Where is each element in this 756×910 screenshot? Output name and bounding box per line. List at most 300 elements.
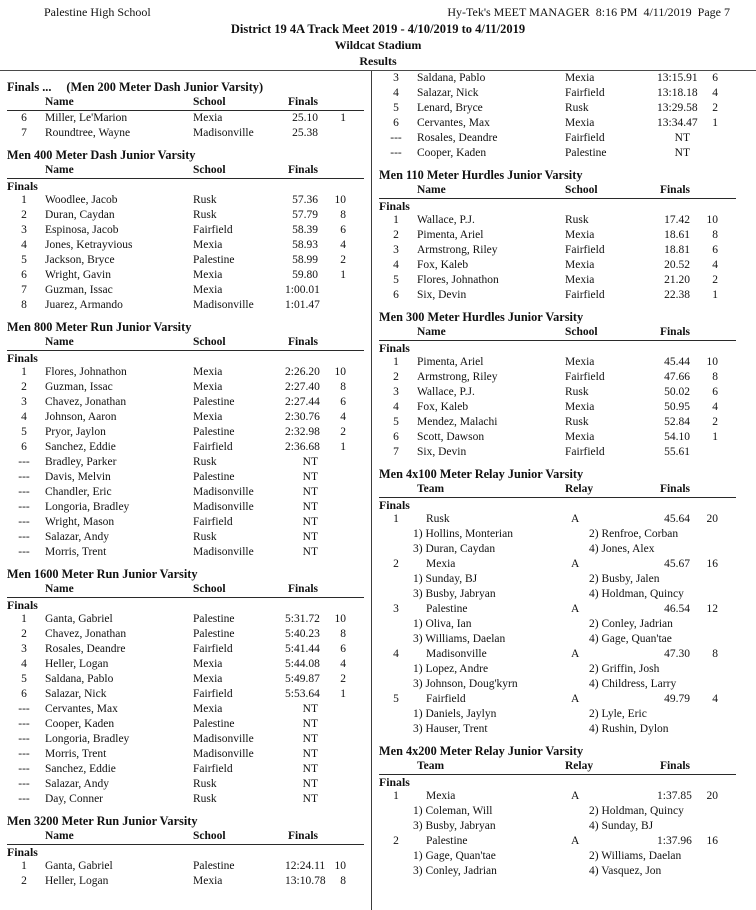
result-cell: 22.38 <box>664 289 690 301</box>
relay-runner: 2) Busby, Jalen <box>589 573 660 585</box>
result-row <box>7 702 368 717</box>
result-cell: 12:24.11 <box>285 860 326 872</box>
result-cell: 46.54 <box>664 603 690 615</box>
relay-letter-cell: A <box>571 513 580 525</box>
points-cell: 1 <box>340 441 346 453</box>
place-cell: 1 <box>21 613 27 625</box>
place-cell: 5 <box>21 426 27 438</box>
result-row <box>7 208 368 223</box>
result-row <box>7 530 368 545</box>
event-heading <box>379 310 752 325</box>
name-cell: Bradley, Parker <box>45 456 117 468</box>
column-header-name: Team <box>417 483 445 495</box>
points-cell <box>318 530 346 545</box>
result-cell: NT <box>302 718 318 730</box>
column-header-finals: Finals <box>287 830 318 842</box>
place-cell: 3 <box>393 386 399 398</box>
relay-runners-row <box>379 572 752 587</box>
points-cell: 10 <box>334 366 346 378</box>
points-cell <box>318 298 346 313</box>
points-cell <box>690 131 718 146</box>
name-cell: Mendez, Malachi <box>417 416 498 428</box>
points-cell: 10 <box>334 194 346 206</box>
result-cell: 21.20 <box>664 274 690 286</box>
points-cell: 4 <box>712 259 718 271</box>
name-cell: Davis, Melvin <box>45 471 111 483</box>
points-cell: 1 <box>712 431 718 443</box>
points-cell: 6 <box>712 386 718 398</box>
column-header-name: Name <box>45 164 74 176</box>
column-header-name: Name <box>45 583 74 595</box>
result-row <box>379 86 752 101</box>
relay-letter-cell: A <box>571 558 580 570</box>
relay-runner: 2) Lyle, Eric <box>589 708 647 720</box>
result-cell: NT <box>302 471 318 483</box>
result-row <box>7 440 368 455</box>
place-cell: 3 <box>393 244 399 256</box>
result-cell: 57.36 <box>292 194 318 206</box>
name-cell: Duran, Caydan <box>45 209 115 221</box>
school-cell: Rusk <box>193 793 217 805</box>
school-cell: Palestine <box>193 860 235 872</box>
finals-continuation-label: Finals ... <box>7 80 52 94</box>
event-section <box>7 320 368 560</box>
result-cell: 2:32.98 <box>285 426 320 438</box>
school-cell: Rusk <box>565 386 589 398</box>
result-row <box>379 445 752 460</box>
name-cell: Rosales, Deandre <box>45 643 126 655</box>
result-cell: NT <box>302 546 318 558</box>
result-cell: 5:41.44 <box>285 643 320 655</box>
result-cell: 55.61 <box>664 446 690 458</box>
school-cell: Mexia <box>193 411 223 423</box>
result-cell: 25.38 <box>292 127 318 139</box>
school-cell: Mexia <box>565 72 595 84</box>
place-cell: 4 <box>393 401 399 413</box>
place-cell: 8 <box>21 299 27 311</box>
name-cell: Lenard, Bryce <box>417 102 483 114</box>
place-cell: --- <box>18 718 30 730</box>
event-section <box>7 80 368 141</box>
name-cell: Fairfield <box>426 693 466 705</box>
points-cell: 2 <box>340 254 346 266</box>
event-title: (Men 200 Meter Dash Junior Varsity) <box>66 80 264 94</box>
result-row <box>7 732 368 747</box>
result-cell: 1:37.96 <box>657 835 692 847</box>
runner-indent-spacer <box>379 542 413 557</box>
school-cell: Mexia <box>565 356 595 368</box>
points-cell: 8 <box>712 371 718 383</box>
place-cell: 1 <box>21 194 27 206</box>
relay-runner: 1) Gage, Quan'tae <box>413 850 496 862</box>
column-header-school: School <box>193 164 226 176</box>
name-cell: Longoria, Bradley <box>45 733 130 745</box>
place-cell: 1 <box>393 790 399 802</box>
name-cell: Cervantes, Max <box>45 703 118 715</box>
meet-manager-info: Hy-Tek's MEET MANAGER 8:16 PM 4/11/2019 Page 7 <box>447 5 730 19</box>
result-row <box>7 268 368 283</box>
place-cell: 2 <box>21 209 27 221</box>
school-cell: Palestine <box>193 254 235 266</box>
name-cell: Heller, Logan <box>45 875 109 887</box>
name-cell: Wright, Mason <box>45 516 115 528</box>
column-header-name: Name <box>417 326 446 338</box>
relay-runner: 4) Holdman, Quincy <box>589 588 684 600</box>
name-cell: Palestine <box>426 835 468 847</box>
school-cell: Fairfield <box>565 132 605 144</box>
place-header-spacer <box>7 829 41 844</box>
name-cell: Rusk <box>426 513 450 525</box>
points-cell <box>318 732 346 747</box>
column-header-name: Team <box>417 760 445 772</box>
school-cell: Madisonville <box>193 501 254 513</box>
result-row <box>7 485 368 500</box>
school-cell: Mexia <box>193 875 223 887</box>
place-cell: --- <box>18 456 30 468</box>
place-header-spacer <box>7 163 41 178</box>
result-row <box>7 874 368 889</box>
result-cell: NT <box>302 793 318 805</box>
runner-indent-spacer <box>379 572 413 587</box>
school-cell: Rusk <box>193 194 217 206</box>
result-cell: 49.79 <box>664 693 690 705</box>
name-cell: Morris, Trent <box>45 546 107 558</box>
place-cell: 4 <box>21 658 27 670</box>
school-cell: Mexia <box>565 229 595 241</box>
relay-runner: 4) Jones, Alex <box>589 543 655 555</box>
name-cell: Sanchez, Eddie <box>45 763 116 775</box>
points-cell: 6 <box>712 244 718 256</box>
result-row <box>7 657 368 672</box>
name-cell: Chandler, Eric <box>45 486 112 498</box>
result-row <box>379 228 752 243</box>
relay-runner: 2) Williams, Daelan <box>589 850 682 862</box>
column-header-finals: Finals <box>287 336 318 348</box>
results-column-left <box>0 71 371 910</box>
result-row <box>7 627 368 642</box>
result-cell: 18.81 <box>664 244 690 256</box>
relay-runner: 1) Coleman, Will <box>413 805 493 817</box>
school-cell: Mexia <box>193 366 223 378</box>
result-cell: 1:37.85 <box>657 790 692 802</box>
page-top-line <box>0 0 756 19</box>
result-cell: 18.61 <box>664 229 690 241</box>
result-row <box>7 747 368 762</box>
points-cell: 20 <box>706 513 718 525</box>
points-cell: 4 <box>340 239 346 251</box>
result-cell: 1:00.01 <box>285 284 320 296</box>
school-cell: Madisonville <box>193 733 254 745</box>
result-row <box>7 500 368 515</box>
result-cell: 5:49.87 <box>285 673 320 685</box>
relay-runners-row <box>379 722 752 737</box>
result-row <box>7 253 368 268</box>
name-cell: Sanchez, Eddie <box>45 441 116 453</box>
points-cell: 4 <box>712 693 718 705</box>
event-heading <box>7 148 368 163</box>
points-cell: 1 <box>340 688 346 700</box>
school-cell: Rusk <box>193 209 217 221</box>
place-header-spacer <box>379 183 413 198</box>
place-cell: 2 <box>21 875 27 887</box>
points-header-spacer <box>318 95 346 110</box>
runner-indent-spacer <box>379 722 413 737</box>
points-cell: 16 <box>706 558 718 570</box>
result-cell: NT <box>302 501 318 513</box>
result-cell: 13:29.58 <box>657 102 698 114</box>
runner-indent-spacer <box>379 819 413 834</box>
place-cell: --- <box>18 703 30 715</box>
results-column-right <box>372 71 756 910</box>
name-cell: Jackson, Bryce <box>45 254 115 266</box>
name-cell: Espinosa, Jacob <box>45 224 119 236</box>
points-header-spacer <box>318 163 346 178</box>
relay-letter-cell: A <box>571 603 580 615</box>
school-cell: Fairfield <box>193 643 233 655</box>
name-cell: Chavez, Jonathan <box>45 628 127 640</box>
school-cell: Madisonville <box>193 546 254 558</box>
column-header-finals: Finals <box>659 184 690 196</box>
result-cell: 58.39 <box>292 224 318 236</box>
points-cell: 4 <box>712 401 718 413</box>
result-row <box>379 213 752 228</box>
name-cell: Armstrong, Riley <box>417 244 498 256</box>
points-cell: 1 <box>712 289 718 301</box>
event-heading <box>7 567 368 582</box>
relay-runners-row <box>379 804 752 819</box>
event-title: Men 1600 Meter Run Junior Varsity <box>7 567 198 581</box>
points-cell <box>318 717 346 732</box>
result-row <box>7 672 368 687</box>
relay-runners-row <box>379 864 752 879</box>
result-cell: 2:27.40 <box>285 381 320 393</box>
name-cell: Cooper, Kaden <box>417 147 487 159</box>
venue-name: Wildcat Stadium <box>334 38 422 52</box>
relay-runner: 3) Busby, Jabryan <box>413 820 496 832</box>
relay-letter-cell: A <box>571 693 580 705</box>
result-cell: 20.52 <box>664 259 690 271</box>
column-header-finals: Finals <box>287 164 318 176</box>
column-header-school: School <box>565 184 598 196</box>
table-header-row <box>7 335 364 351</box>
result-cell: 5:53.64 <box>285 688 320 700</box>
result-row <box>379 288 752 303</box>
name-cell: Longoria, Bradley <box>45 501 130 513</box>
result-row <box>7 455 368 470</box>
place-cell: 3 <box>393 603 399 615</box>
relay-runner: 3) Hauser, Trent <box>413 723 488 735</box>
points-cell <box>318 702 346 717</box>
relay-runners-row <box>379 617 752 632</box>
result-row <box>379 243 752 258</box>
name-cell: Fox, Kaleb <box>417 401 469 413</box>
name-cell: Heller, Logan <box>45 658 109 670</box>
place-header-spacer <box>7 582 41 597</box>
results-columns <box>0 71 756 910</box>
school-cell: Fairfield <box>193 763 233 775</box>
place-cell: 6 <box>21 269 27 281</box>
points-cell: 2 <box>712 416 718 428</box>
runner-indent-spacer <box>379 864 413 879</box>
school-cell: Madisonville <box>193 127 254 139</box>
result-cell: 50.02 <box>664 386 690 398</box>
school-cell: Palestine <box>193 396 235 408</box>
place-cell: 5 <box>21 254 27 266</box>
points-cell: 1 <box>340 269 346 281</box>
result-cell: 5:44.08 <box>285 658 320 670</box>
points-cell: 8 <box>340 628 346 640</box>
school-cell: Mexia <box>193 381 223 393</box>
relay-runner: 3) Johnson, Doug'kyrn <box>413 678 518 690</box>
finals-round-label: Finals <box>7 351 38 365</box>
place-cell: 2 <box>21 628 27 640</box>
result-row <box>7 717 368 732</box>
host-school-name: Palestine High School <box>44 5 151 19</box>
column-header-name: Name <box>45 96 74 108</box>
school-cell: Fairfield <box>193 516 233 528</box>
points-cell: 16 <box>706 835 718 847</box>
result-row <box>7 777 368 792</box>
runner-indent-spacer <box>379 677 413 692</box>
event-heading <box>379 467 752 482</box>
school-cell: Mexia <box>565 274 595 286</box>
points-cell: 6 <box>340 224 346 236</box>
result-cell: NT <box>302 531 318 543</box>
result-cell: NT <box>302 486 318 498</box>
relay-runners-row <box>379 707 752 722</box>
school-cell: Mexia <box>193 658 223 670</box>
relay-runners-row <box>379 662 752 677</box>
result-row <box>379 557 752 572</box>
relay-runner: 4) Rushin, Dylon <box>589 723 669 735</box>
points-cell: 10 <box>706 214 718 226</box>
result-row <box>379 355 752 370</box>
name-cell: Cooper, Kaden <box>45 718 115 730</box>
relay-runner: 3) Conley, Jadrian <box>413 865 497 877</box>
column-header-name: Name <box>417 184 446 196</box>
result-cell: 5:40.23 <box>285 628 320 640</box>
finals-round-label: Finals <box>379 498 410 512</box>
points-cell: 6 <box>712 72 718 84</box>
finals-round-label: Finals <box>7 845 38 859</box>
place-cell: 4 <box>21 411 27 423</box>
place-cell: 5 <box>393 274 399 286</box>
result-cell: 58.93 <box>292 239 318 251</box>
points-cell: 8 <box>340 875 346 887</box>
place-cell: --- <box>18 763 30 775</box>
place-cell: --- <box>18 471 30 483</box>
runner-indent-spacer <box>379 632 413 647</box>
place-cell: 2 <box>393 229 399 241</box>
points-cell <box>318 455 346 470</box>
column-header-school: School <box>193 336 226 348</box>
results-heading: Results <box>0 55 756 71</box>
column-header-name: Name <box>45 336 74 348</box>
relay-runner: 1) Hollins, Monterian <box>413 528 513 540</box>
result-row <box>379 71 752 86</box>
result-cell: NT <box>302 456 318 468</box>
school-cell: Palestine <box>193 471 235 483</box>
place-cell: 3 <box>393 72 399 84</box>
result-cell: 13:34.47 <box>657 117 698 129</box>
name-cell: Guzman, Issac <box>45 284 113 296</box>
school-cell: Rusk <box>565 214 589 226</box>
name-cell: Cervantes, Max <box>417 117 490 129</box>
place-cell: 1 <box>393 513 399 525</box>
points-cell: 12 <box>706 603 718 615</box>
finals-round-label: Finals <box>379 199 410 213</box>
relay-runners-row <box>379 632 752 647</box>
result-cell: NT <box>302 763 318 775</box>
event-section <box>7 814 368 889</box>
finals-round-label: Finals <box>379 341 410 355</box>
event-title: Men 4x100 Meter Relay Junior Varsity <box>379 467 584 481</box>
result-cell: 2:30.76 <box>285 411 320 423</box>
result-row <box>7 298 368 313</box>
result-row <box>7 612 368 627</box>
place-cell: 3 <box>21 643 27 655</box>
place-cell: 5 <box>393 416 399 428</box>
place-cell: 3 <box>21 224 27 236</box>
table-header-row <box>7 829 364 845</box>
school-cell: Mexia <box>565 117 595 129</box>
points-cell <box>318 126 346 141</box>
table-header-row <box>7 582 364 598</box>
event-heading <box>379 168 752 183</box>
school-cell: Rusk <box>565 416 589 428</box>
result-row <box>379 602 752 617</box>
result-row <box>379 131 752 146</box>
school-cell: Palestine <box>193 628 235 640</box>
result-row <box>7 792 368 807</box>
name-cell: Salazar, Andy <box>45 778 110 790</box>
name-cell: Juarez, Armando <box>45 299 123 311</box>
points-cell: 4 <box>340 411 346 423</box>
result-cell: NT <box>302 516 318 528</box>
event-section <box>7 567 368 807</box>
name-cell: Saldana, Pablo <box>45 673 114 685</box>
points-cell: 8 <box>712 229 718 241</box>
result-row <box>7 223 368 238</box>
result-cell: 45.44 <box>664 356 690 368</box>
school-cell: Fairfield <box>193 224 233 236</box>
place-cell: 5 <box>393 102 399 114</box>
relay-runners-row <box>379 849 752 864</box>
points-cell: 8 <box>340 209 346 221</box>
relay-runner: 1) Sunday, BJ <box>413 573 478 585</box>
runner-indent-spacer <box>379 849 413 864</box>
place-cell: 5 <box>393 693 399 705</box>
relay-runners-row <box>379 587 752 602</box>
result-cell: 59.80 <box>292 269 318 281</box>
place-cell: --- <box>18 748 30 760</box>
points-cell <box>318 485 346 500</box>
result-row <box>7 410 368 425</box>
event-section <box>379 168 752 303</box>
relay-runners-row <box>379 819 752 834</box>
name-cell: Pimenta, Ariel <box>417 356 484 368</box>
school-cell: Fairfield <box>565 289 605 301</box>
place-cell: 7 <box>393 446 399 458</box>
result-row <box>7 193 368 208</box>
column-header-finals: Finals <box>659 326 690 338</box>
column-header-school: School <box>193 96 226 108</box>
points-cell: 8 <box>340 381 346 393</box>
result-row <box>379 400 752 415</box>
relay-runner: 2) Griffin, Josh <box>589 663 660 675</box>
result-cell: 2:26.20 <box>285 366 320 378</box>
column-header-school: School <box>193 583 226 595</box>
